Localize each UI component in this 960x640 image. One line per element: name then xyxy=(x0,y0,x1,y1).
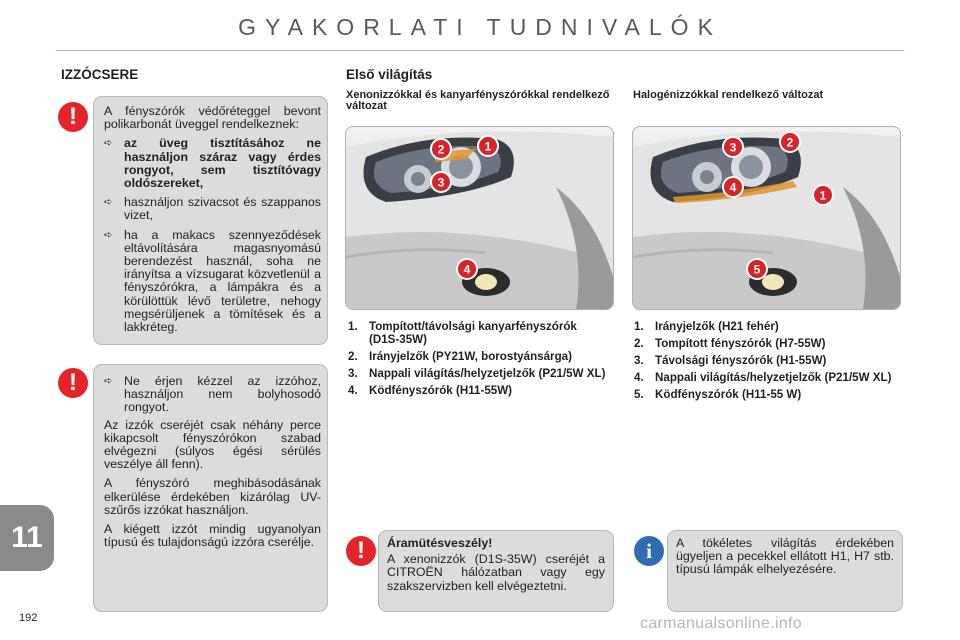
bullet-text: az üveg tisztításához ne használjon száraz vagy érdes rongyot, sem tisztítóvagy oldószereket, xyxy=(124,136,321,191)
bullet-text: használjon szivacsot és szappanos vizet, xyxy=(124,195,321,223)
arrow-icon: ➪ xyxy=(104,229,113,241)
xenon-version-heading: Xenonizzókkal és kanyarfényszórókkal rendelkező változat xyxy=(346,89,610,112)
arrow-icon: ➪ xyxy=(104,197,113,209)
watermark: carmanualsonline.info xyxy=(640,615,802,632)
arrow-icon: ➪ xyxy=(104,138,113,150)
warning-icon: ! xyxy=(58,368,88,398)
bulb-handling-panel xyxy=(93,364,328,612)
callout-label: 3 xyxy=(729,140,737,155)
halogen-headlight-photo xyxy=(632,126,901,310)
xenon-headlight-photo xyxy=(345,126,614,310)
header-rule xyxy=(56,50,904,51)
paragraph: A kiégett izzót mindig ugyanolyan típusú és tulajdonságú izzóra cserélje. xyxy=(104,522,321,550)
xenon-bulb-list xyxy=(348,320,610,401)
list-item: 3. Távolsági fényszórók (H1-55W) xyxy=(634,354,827,367)
warning-title: Áramütésveszély! xyxy=(387,536,493,550)
bullet-text: Ne érjen kézzel az izzóhoz, használjon nem bolyhosodó rongyot. xyxy=(124,374,321,415)
bullet-item xyxy=(104,196,321,222)
callout-badge xyxy=(780,132,800,152)
halogen-version-heading: Halogénizzókkal rendelkező változat xyxy=(633,89,824,101)
callout-label: 2 xyxy=(786,135,794,150)
callout-badge xyxy=(723,137,743,157)
callout-label: 5 xyxy=(753,262,761,277)
info-icon: i xyxy=(634,536,664,566)
list-item: 4. Ködfényszórók (H11-55W) xyxy=(348,384,513,397)
callout-badge xyxy=(723,177,743,197)
electric-shock-warning-panel xyxy=(378,530,614,612)
callout-label: 4 xyxy=(463,262,471,277)
callout-badge xyxy=(431,139,451,159)
list-item: 2. Irányjelzők (PY21W, borostyánsárga) xyxy=(348,350,572,363)
bullet-text: ha a makacs szennyeződések eltávolítására magasnyomású berendezést használ, soha ne irányítsa a vízsugarat közvetlenül a fényszórókra, a lámpákra és a körülöttük lévő területre, nehogy megsérüljenek a tömítések és a lakkréteg. xyxy=(124,227,321,335)
halogen-bulb-list xyxy=(634,320,904,405)
callout-badge xyxy=(813,185,833,205)
bullet-item xyxy=(104,375,321,415)
list-item: 4. Nappali világítás/helyzetjelzők (P21/5W XL) xyxy=(634,371,892,384)
bullet-item xyxy=(104,229,321,335)
chapter-tab: 11 xyxy=(0,505,54,571)
callout-badge xyxy=(431,172,451,192)
list-item: 1. Tompított/távolsági kanyarfényszórók (D1S-35W) xyxy=(348,320,577,346)
callout-badge xyxy=(457,259,477,279)
warning-icon: ! xyxy=(346,536,376,566)
warning-text: A xenonizzók (D1S-35W) cseréjét a CITROËN hálózatban vagy egy szakszervizben kell elvégeztetni. xyxy=(387,552,605,593)
page-title: GYAKORLATI TUDNIVALÓK xyxy=(238,14,722,40)
lens-care-panel xyxy=(93,96,328,345)
page-number: 192 xyxy=(19,612,38,624)
section-heading-front-lighting: Első világítás xyxy=(346,67,433,82)
warning-icon: ! xyxy=(58,102,88,132)
callout-label: 1 xyxy=(819,188,827,203)
list-item: 1. Irányjelzők (H21 fehér) xyxy=(634,320,779,333)
list-item: 2. Tompított fényszórók (H7-55W) xyxy=(634,337,826,350)
bulb-fitting-info-panel xyxy=(667,530,903,612)
callout-badge xyxy=(478,136,498,156)
callout-badge xyxy=(747,259,767,279)
paragraph: Az izzók cseréjét csak néhány perce kikapcsolt fényszórókon szabad elvégezni (súlyos égési sérülés veszélye áll fenn). xyxy=(104,417,321,472)
callout-label: 4 xyxy=(729,180,737,195)
bullet-item xyxy=(104,137,321,190)
list-item: 3. Nappali világítás/helyzetjelzők (P21/5W XL) xyxy=(348,367,606,380)
lens-care-intro: A fényszórók védőréteggel bevont polikarbonát üveggel rendelkeznek: xyxy=(104,104,321,132)
callout-label: 1 xyxy=(484,139,492,154)
list-item: 5. Ködfényszórók (H11-55 W) xyxy=(634,388,802,401)
info-text: A tökéletes világítás érdekében ügyeljen a pecekkel ellátott H1, H7 stb. típusú lámpák elhelyezésére. xyxy=(676,536,894,577)
paragraph: A fényszóró meghibásodásának elkerülése érdekében kizárólag UV-szűrős izzókat használjon. xyxy=(104,476,321,517)
callout-label: 2 xyxy=(437,142,445,157)
section-heading-bulb-replacement: IZZÓCSERE xyxy=(61,67,139,82)
arrow-icon: ➪ xyxy=(104,376,113,387)
callout-label: 3 xyxy=(437,175,445,190)
